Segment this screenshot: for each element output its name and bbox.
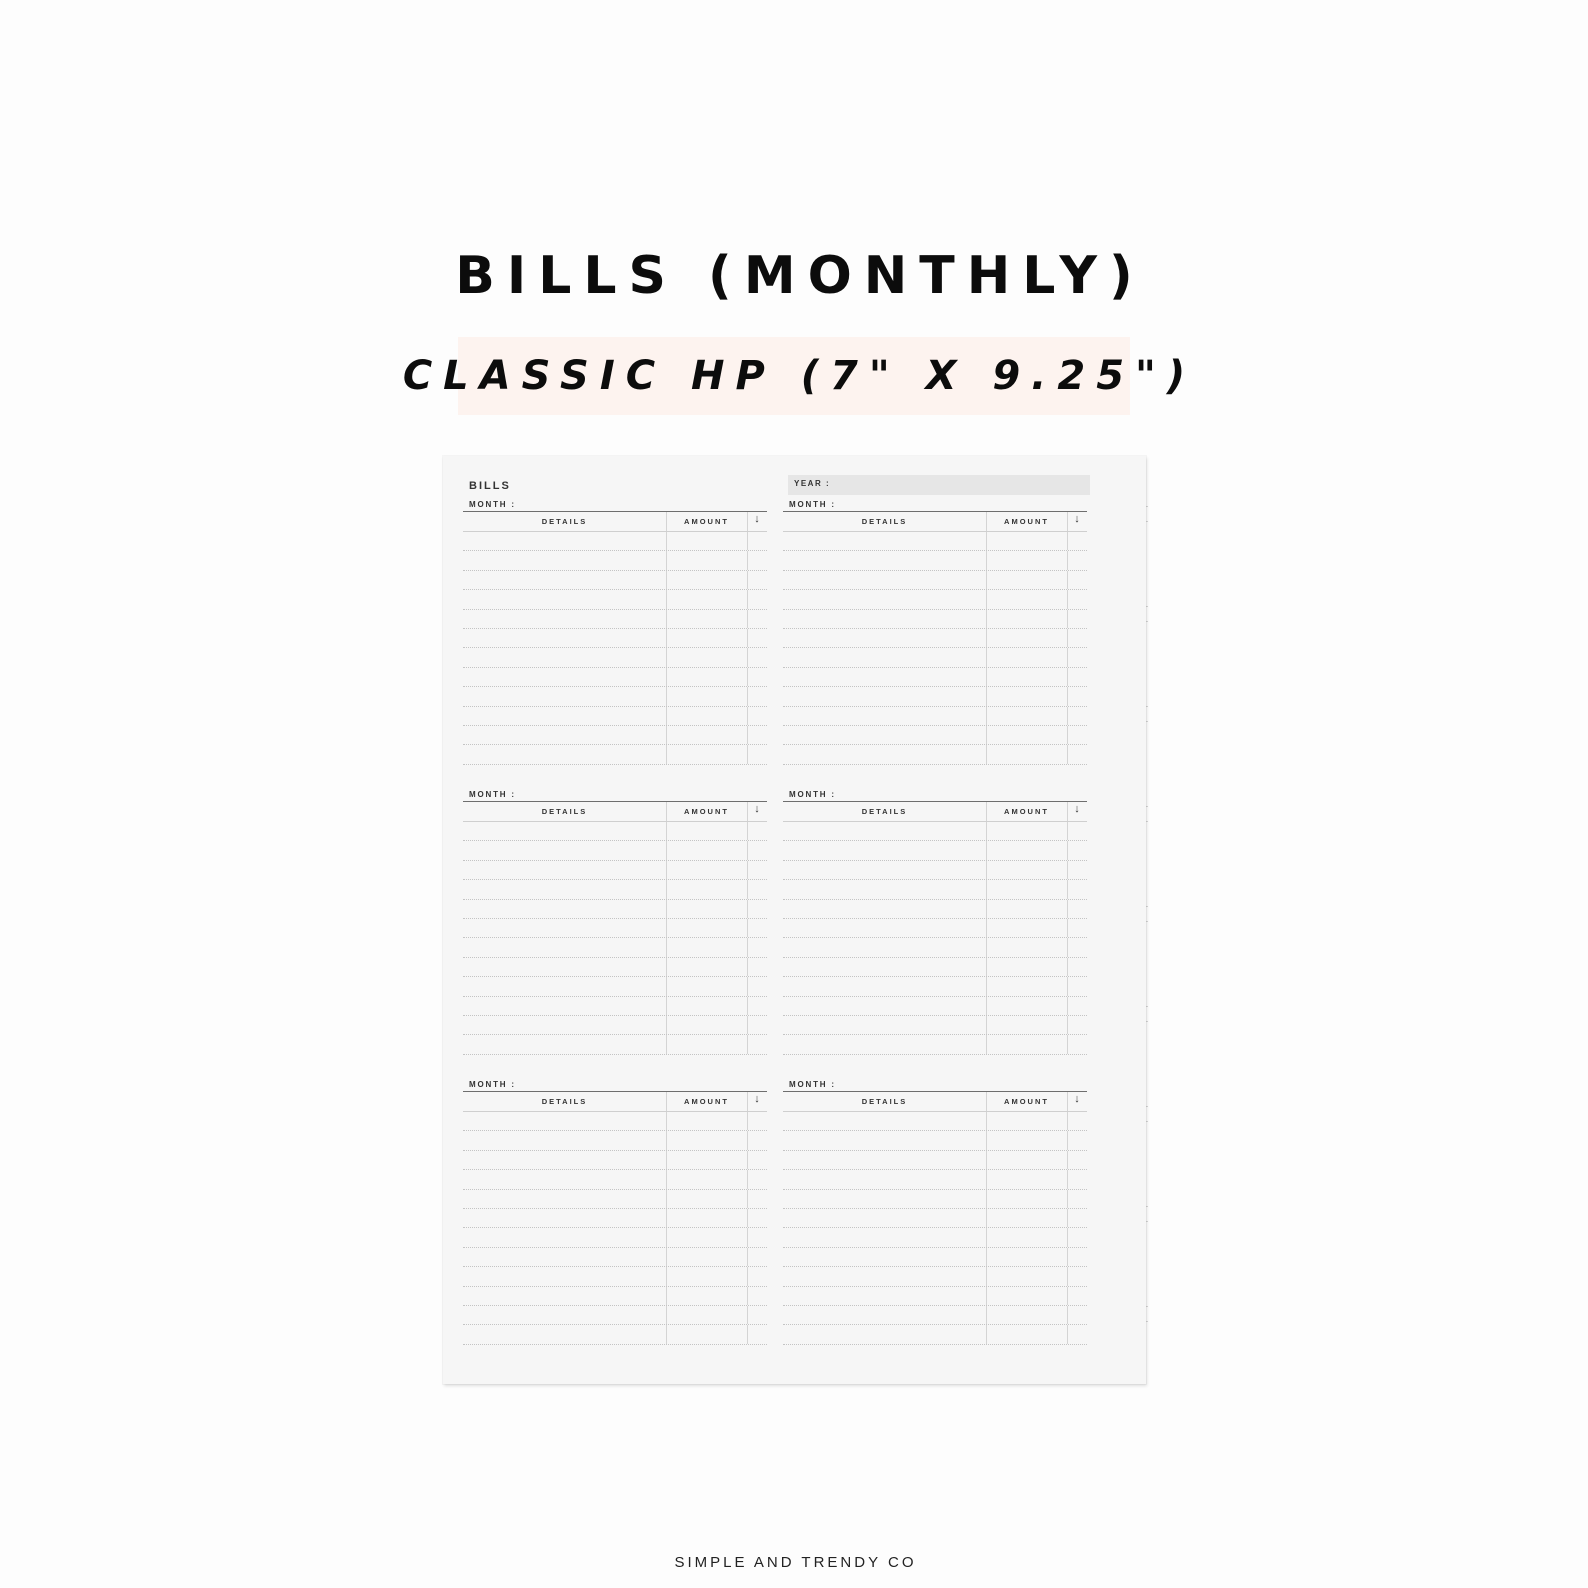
table-row[interactable] [463, 880, 767, 899]
table-row[interactable] [783, 1170, 1087, 1189]
table-row[interactable] [463, 1170, 767, 1189]
column-divider [666, 822, 667, 840]
column-divider [666, 1131, 667, 1149]
column-divider [1067, 1170, 1068, 1188]
amount-column-header: AMOUNT [684, 807, 729, 816]
table-row[interactable] [783, 668, 1087, 687]
table-row[interactable] [783, 1190, 1087, 1209]
column-divider [747, 1267, 748, 1285]
column-divider [747, 1035, 748, 1053]
column-divider [986, 1035, 987, 1053]
column-divider [1067, 551, 1068, 569]
table-row[interactable] [783, 997, 1087, 1016]
table-row[interactable] [463, 726, 767, 745]
column-divider [666, 919, 667, 937]
column-divider [986, 1267, 987, 1285]
amount-column-header: AMOUNT [1004, 517, 1049, 526]
column-divider [747, 668, 748, 686]
column-divider [666, 726, 667, 744]
column-divider [986, 1248, 987, 1266]
table-row[interactable] [783, 1016, 1087, 1035]
listing-title: BILLS (MONTHLY) [455, 246, 1145, 306]
column-divider [1067, 1248, 1068, 1266]
table-row[interactable] [463, 977, 767, 996]
column-divider [666, 1267, 667, 1285]
column-divider [747, 802, 748, 821]
column-divider [1067, 1016, 1068, 1034]
table-row[interactable] [463, 1287, 767, 1306]
column-divider [986, 1131, 987, 1149]
column-divider [1067, 1287, 1068, 1305]
column-divider [666, 512, 667, 531]
column-divider [1067, 1267, 1068, 1285]
table-row[interactable] [783, 1228, 1087, 1247]
table-row[interactable] [783, 1035, 1087, 1054]
amount-column-header: AMOUNT [684, 1097, 729, 1106]
column-divider [1067, 1131, 1068, 1149]
column-divider [1067, 938, 1068, 956]
column-divider [747, 1112, 748, 1130]
table-row[interactable] [783, 880, 1087, 899]
table-row[interactable] [463, 861, 767, 880]
table-row[interactable] [783, 1131, 1087, 1150]
column-divider [747, 726, 748, 744]
amount-column-header: AMOUNT [684, 517, 729, 526]
column-divider [986, 1151, 987, 1169]
details-column-header: DETAILS [541, 1097, 588, 1106]
column-divider [1067, 900, 1068, 918]
table-row[interactable] [463, 668, 767, 687]
column-divider [666, 648, 667, 666]
table-row[interactable] [463, 1151, 767, 1170]
column-divider [666, 1325, 667, 1343]
table-row[interactable] [783, 687, 1087, 706]
table-row[interactable] [463, 571, 767, 590]
column-divider [986, 1306, 987, 1324]
column-divider [986, 590, 987, 608]
column-divider [1067, 802, 1068, 821]
column-divider [986, 629, 987, 647]
bill-section-2 [783, 500, 1087, 770]
column-divider [986, 900, 987, 918]
month-label: MONTH : [469, 1080, 516, 1089]
bills-table [783, 801, 1087, 1055]
column-divider [1067, 1151, 1068, 1169]
column-divider [986, 880, 987, 898]
table-row[interactable] [463, 900, 767, 919]
table-row[interactable] [783, 1112, 1087, 1131]
details-column-header: DETAILS [861, 807, 908, 816]
table-row[interactable] [783, 841, 1087, 860]
column-divider [747, 938, 748, 956]
column-divider [666, 1228, 667, 1246]
column-divider [747, 1287, 748, 1305]
column-divider [986, 1325, 987, 1343]
table-row[interactable] [463, 997, 767, 1016]
column-divider [747, 532, 748, 550]
column-divider [666, 841, 667, 859]
column-divider [1067, 1035, 1068, 1053]
table-row[interactable] [463, 590, 767, 609]
month-label: MONTH : [789, 500, 836, 509]
table-row[interactable] [783, 1151, 1087, 1170]
column-divider [1067, 880, 1068, 898]
column-divider [666, 977, 667, 995]
column-divider [666, 900, 667, 918]
table-row[interactable] [463, 822, 767, 841]
column-divider [986, 707, 987, 725]
details-column-header: DETAILS [861, 517, 908, 526]
column-divider [747, 648, 748, 666]
column-divider [747, 707, 748, 725]
column-divider [666, 1209, 667, 1227]
table-row[interactable] [463, 532, 767, 551]
column-divider [1067, 629, 1068, 647]
column-divider [1067, 648, 1068, 666]
column-divider [986, 610, 987, 628]
table-row[interactable] [783, 1209, 1087, 1228]
page-title: BILLS [469, 480, 511, 492]
column-divider [747, 900, 748, 918]
column-divider [986, 745, 987, 763]
column-divider [986, 938, 987, 956]
column-divider [986, 726, 987, 744]
column-divider [1067, 919, 1068, 937]
table-row[interactable] [783, 610, 1087, 629]
table-header [463, 1092, 767, 1112]
table-row[interactable] [783, 629, 1087, 648]
table-header [783, 1092, 1087, 1112]
table-row[interactable] [463, 1112, 767, 1131]
planner-page [443, 456, 1146, 1384]
bill-section-5 [463, 1080, 767, 1350]
table-row[interactable] [783, 822, 1087, 841]
column-divider [1067, 861, 1068, 879]
table-row[interactable] [783, 977, 1087, 996]
column-divider [986, 648, 987, 666]
column-divider [747, 1016, 748, 1034]
column-divider [747, 571, 748, 589]
column-divider [986, 802, 987, 821]
amount-column-header: AMOUNT [1004, 807, 1049, 816]
column-divider [747, 687, 748, 705]
details-column-header: DETAILS [541, 517, 588, 526]
column-divider [1067, 707, 1068, 725]
column-divider [986, 919, 987, 937]
paid-arrow-icon: ↓ [754, 1093, 760, 1105]
table-row[interactable] [463, 1267, 767, 1286]
column-divider [986, 861, 987, 879]
column-divider [1067, 1190, 1068, 1208]
column-divider [747, 1306, 748, 1324]
details-column-header: DETAILS [541, 807, 588, 816]
table-row[interactable] [783, 532, 1087, 551]
column-divider [666, 1306, 667, 1324]
table-row[interactable] [783, 1287, 1087, 1306]
column-divider [986, 1287, 987, 1305]
table-row[interactable] [463, 687, 767, 706]
column-divider [747, 977, 748, 995]
table-row[interactable] [783, 1267, 1087, 1286]
table-row[interactable] [463, 707, 767, 726]
column-divider [1067, 841, 1068, 859]
paid-arrow-icon: ↓ [1074, 513, 1080, 525]
column-divider [747, 861, 748, 879]
column-divider [666, 1092, 667, 1111]
column-divider [1067, 997, 1068, 1015]
table-row[interactable] [463, 745, 767, 764]
column-divider [666, 610, 667, 628]
paid-arrow-icon: ↓ [754, 513, 760, 525]
column-divider [666, 1190, 667, 1208]
column-divider [666, 532, 667, 550]
column-divider [1067, 745, 1068, 763]
column-divider [666, 1287, 667, 1305]
bill-section-4 [783, 790, 1087, 1060]
column-divider [747, 919, 748, 937]
column-divider [747, 1325, 748, 1343]
column-divider [747, 1228, 748, 1246]
column-divider [986, 1228, 987, 1246]
column-divider [986, 997, 987, 1015]
column-divider [1067, 822, 1068, 840]
column-divider [1067, 726, 1068, 744]
table-row[interactable] [783, 726, 1087, 745]
column-divider [747, 880, 748, 898]
bills-table [463, 511, 767, 765]
column-divider [666, 707, 667, 725]
paid-arrow-icon: ↓ [754, 803, 760, 815]
column-divider [747, 745, 748, 763]
column-divider [747, 1151, 748, 1169]
bills-table [463, 801, 767, 1055]
table-row[interactable] [463, 1131, 767, 1150]
table-row[interactable] [783, 938, 1087, 957]
column-divider [1067, 512, 1068, 531]
table-row[interactable] [783, 1306, 1087, 1325]
size-banner [402, 337, 1197, 415]
column-divider [747, 841, 748, 859]
table-row[interactable] [783, 1248, 1087, 1267]
column-divider [747, 1092, 748, 1111]
table-row[interactable] [783, 707, 1087, 726]
table-row[interactable] [463, 1190, 767, 1209]
column-divider [666, 1016, 667, 1034]
brand-name: SIMPLE AND TRENDY CO [674, 1554, 917, 1571]
column-divider [986, 571, 987, 589]
column-divider [1067, 590, 1068, 608]
month-label: MONTH : [789, 790, 836, 799]
table-row[interactable] [463, 610, 767, 629]
column-divider [1067, 1112, 1068, 1130]
table-row[interactable] [783, 900, 1087, 919]
column-divider [666, 1248, 667, 1266]
column-divider [666, 551, 667, 569]
year-label: YEAR : [794, 479, 831, 488]
bills-table [783, 1091, 1087, 1345]
column-divider [1067, 1228, 1068, 1246]
column-divider [986, 958, 987, 976]
column-divider [986, 841, 987, 859]
column-divider [986, 1016, 987, 1034]
table-header [463, 512, 767, 532]
table-row[interactable] [463, 551, 767, 570]
column-divider [1067, 687, 1068, 705]
column-divider [1067, 1306, 1068, 1324]
table-row[interactable] [463, 648, 767, 667]
column-divider [666, 590, 667, 608]
table-row[interactable] [783, 1325, 1087, 1344]
column-divider [747, 629, 748, 647]
table-row[interactable] [783, 919, 1087, 938]
column-divider [747, 958, 748, 976]
month-label: MONTH : [469, 500, 516, 509]
column-divider [986, 1190, 987, 1208]
column-divider [747, 1190, 748, 1208]
column-divider [1067, 1092, 1068, 1111]
column-divider [666, 802, 667, 821]
column-divider [747, 1209, 748, 1227]
column-divider [747, 551, 748, 569]
bill-section-1 [463, 500, 767, 770]
table-header [783, 802, 1087, 822]
bill-section-3 [463, 790, 767, 1060]
details-column-header: DETAILS [861, 1097, 908, 1106]
column-divider [666, 1170, 667, 1188]
column-divider [747, 997, 748, 1015]
table-row[interactable] [463, 629, 767, 648]
column-divider [986, 1092, 987, 1111]
table-row[interactable] [463, 938, 767, 957]
column-divider [666, 1151, 667, 1169]
column-divider [666, 687, 667, 705]
column-divider [666, 997, 667, 1015]
bills-table [783, 511, 1087, 765]
column-divider [747, 512, 748, 531]
column-divider [747, 610, 748, 628]
table-header [463, 802, 767, 822]
column-divider [666, 571, 667, 589]
size-label: CLASSIC HP (7" X 9.25") [402, 353, 1197, 399]
column-divider [986, 822, 987, 840]
column-divider [666, 629, 667, 647]
table-row[interactable] [463, 1306, 767, 1325]
table-row[interactable] [783, 861, 1087, 880]
table-row[interactable] [463, 1035, 767, 1054]
column-divider [747, 590, 748, 608]
column-divider [1067, 668, 1068, 686]
column-divider [666, 938, 667, 956]
column-divider [1067, 1325, 1068, 1343]
table-row[interactable] [463, 1209, 767, 1228]
bills-table [463, 1091, 767, 1345]
column-divider [986, 1209, 987, 1227]
column-divider [1067, 958, 1068, 976]
column-divider [986, 977, 987, 995]
column-divider [986, 551, 987, 569]
table-row[interactable] [463, 841, 767, 860]
column-divider [986, 1112, 987, 1130]
column-divider [666, 1112, 667, 1130]
column-divider [666, 745, 667, 763]
column-divider [1067, 977, 1068, 995]
column-divider [1067, 571, 1068, 589]
bill-section-6 [783, 1080, 1087, 1350]
column-divider [1067, 532, 1068, 550]
column-divider [747, 1131, 748, 1149]
column-divider [986, 512, 987, 531]
column-divider [1067, 610, 1068, 628]
column-divider [666, 668, 667, 686]
table-row[interactable] [783, 551, 1087, 570]
month-label: MONTH : [469, 790, 516, 799]
month-label: MONTH : [789, 1080, 836, 1089]
column-divider [666, 861, 667, 879]
column-divider [666, 958, 667, 976]
table-row[interactable] [463, 1325, 767, 1344]
table-row[interactable] [463, 919, 767, 938]
column-divider [986, 687, 987, 705]
amount-column-header: AMOUNT [1004, 1097, 1049, 1106]
paid-arrow-icon: ↓ [1074, 1093, 1080, 1105]
table-row[interactable] [463, 958, 767, 977]
table-row[interactable] [783, 958, 1087, 977]
column-divider [747, 1170, 748, 1188]
column-divider [666, 880, 667, 898]
column-divider [986, 532, 987, 550]
column-divider [747, 1248, 748, 1266]
column-divider [666, 1035, 667, 1053]
table-row[interactable] [783, 648, 1087, 667]
paid-arrow-icon: ↓ [1074, 803, 1080, 815]
table-row[interactable] [783, 590, 1087, 609]
column-divider [747, 822, 748, 840]
column-divider [986, 668, 987, 686]
table-row[interactable] [463, 1248, 767, 1267]
year-field[interactable] [788, 475, 1090, 495]
column-divider [986, 1170, 987, 1188]
table-row[interactable] [463, 1016, 767, 1035]
column-divider [1067, 1209, 1068, 1227]
table-row[interactable] [463, 1228, 767, 1247]
table-row[interactable] [783, 745, 1087, 764]
table-row[interactable] [783, 571, 1087, 590]
table-header [783, 512, 1087, 532]
